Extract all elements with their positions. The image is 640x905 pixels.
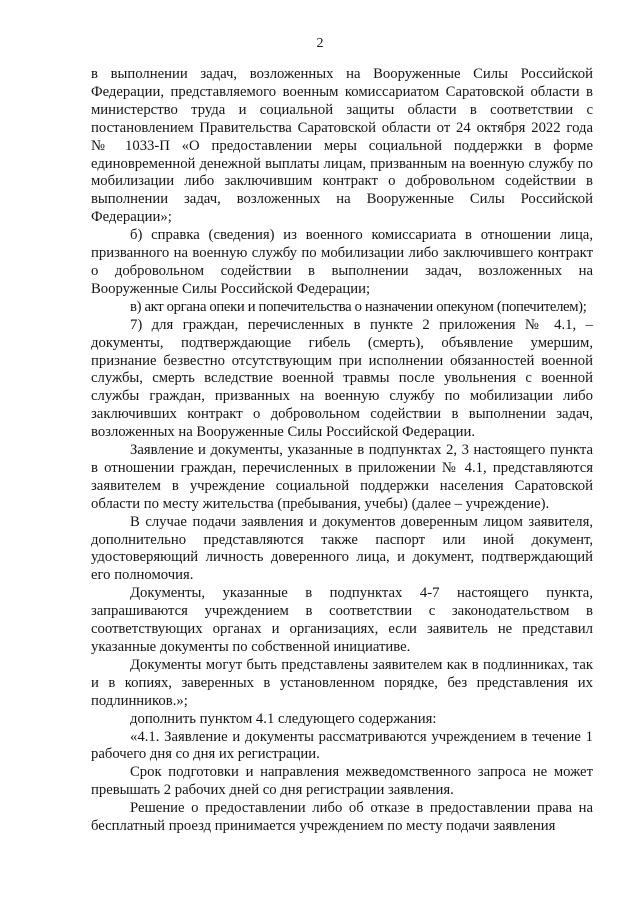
- paragraph-item-7: 7) для граждан, перечисленных в пункте 2 приложения № 4.1, – документы, подтверждающие гибель (смерть), объявление умершим, признание безвестно отсутствующим при исполнении обязанностей военной службы, смерть вследствие военной травмы после увольнения с военной службы граждан, призванных на военную службу по мобилизации либо заключивших контракт о добровольном содействии в выполнении задач, возложенных на Вооруженные Силы Российской Федерации.: [91, 316, 593, 441]
- paragraph-documents-request: Документы, указанные в подпунктах 4-7 настоящего пункта, запрашиваются учреждением в соответствии с законодательством в соответствующих органах и организациях, если заявитель не представил указанные документы по собственной инициативе.: [91, 585, 593, 655]
- paragraph-interagency-request: Срок подготовки и направления межведомственного запроса не может превышать 2 рабочих дней со дня регистрации заявления.: [91, 764, 593, 799]
- paragraph-application-submission: Заявление и документы, указанные в подпунктах 2, 3 настоящего пункта в отношении граждан, перечисленных в приложении № 4.1, представляются заявителем в учреждение социальной поддержки населения Саратовской области по месту жительства (пребывания, учебы) (далее – учреждение).: [91, 442, 593, 512]
- document-body: [91, 66, 593, 836]
- paragraph-decision: Решение о предоставлении либо об отказе в предоставлении права на бесплатный проезд принимается учреждением по месту подачи заявления: [91, 800, 593, 835]
- paragraph-item-4-1: «4.1. Заявление и документы рассматриваются учреждением в течение 1 рабочего дня со дня их регистрации.: [91, 728, 593, 763]
- paragraph-subitem-b: б) справка (сведения) из военного комиссариата в отношении лица, призванного на военную службу по мобилизации либо заключившего контракт о добровольном содействии в выполнении задач, возложенных на Вооруженные Силы Российской Федерации;: [91, 227, 593, 297]
- paragraph-subitem-v: в) акт органа опеки и попечительства о назначении опекуном (попечителем);: [130, 298, 587, 315]
- paragraph-originals-copies: Документы могут быть представлены заявителем как в подлинниках, так и в копиях, заверенных в установленном порядке, без представления их подлинников.»;: [91, 656, 593, 709]
- paragraph-trusted-person: В случае подачи заявления и документов доверенным лицом заявителя, дополнительно представляются также паспорт или иной документ, удостоверяющий личность доверенного лица, и документ, подтверждающий его полномочия.: [91, 513, 593, 584]
- paragraph-add-item-4-1: дополнить пунктом 4.1 следующего содержания:: [130, 710, 437, 727]
- paragraph-continuation: в выполнении задач, возложенных на Вооруженные Силы Российской Федерации, представляемого военным комиссариатом Саратовской области в министерство труда и социальной защиты области в соответствии с постановлением Правительства Саратовской области от 24 октября 2022 года № 1033-П «О предоставлении меры социальной поддержки в форме единовременной денежной выплаты лицам, призванным на военную службу по мобилизации либо заключившим контракт о добровольном содействии в выполнении задач, возложенных на Вооруженные Силы Российской Федерации»;: [91, 66, 593, 226]
- page-number: 2: [316, 36, 324, 51]
